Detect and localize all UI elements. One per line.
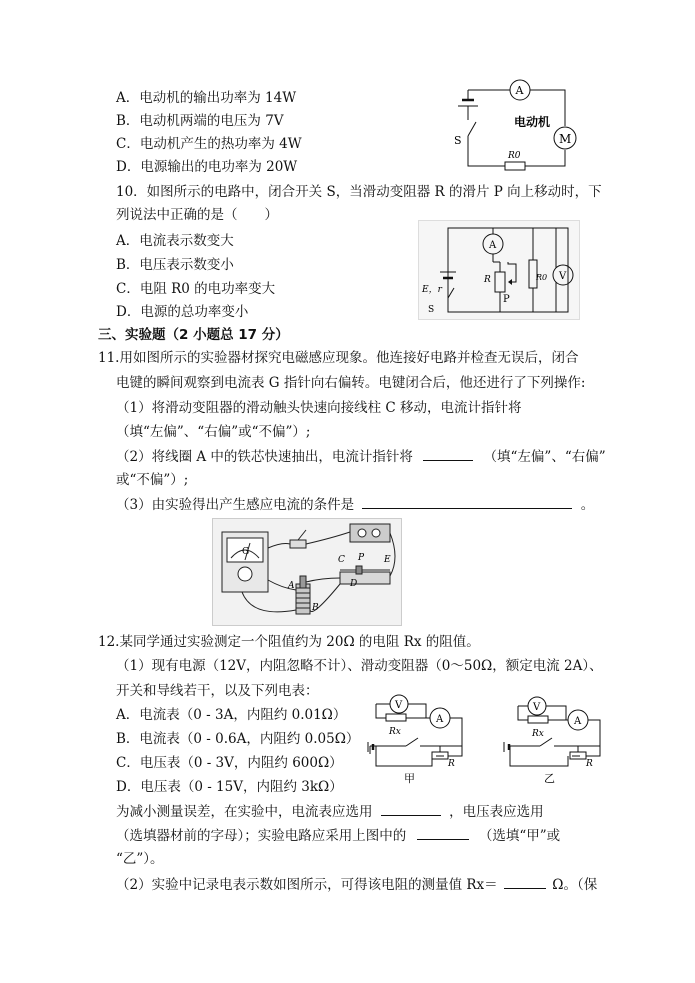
q10-stem-line1: 10．如图所示的电路中，闭合开关 S，当滑动变阻器 R 的滑片 P 向上移动时，下 <box>116 184 602 200</box>
q12-question-text-d: （选填“甲”或 <box>478 828 561 844</box>
q12-yi-ammeter: A <box>574 716 582 727</box>
q12-option-a: A．电流表（0 - 3A，内阻约 0.01Ω） <box>116 707 347 723</box>
q9-ammeter-label: A <box>515 84 524 97</box>
q9-switch-label: S <box>454 134 462 147</box>
q12-part2-text: （2）实验中记录电表示数如图所示，可得该电阻的测量值 Rx＝ <box>116 877 498 893</box>
q11-part2-text: （2）将线圈 A 中的铁芯快速抽出，电流计指针将 <box>116 449 413 465</box>
q9-option-a: A．电动机的输出功率为 14W <box>116 90 297 106</box>
q11-part2-blank[interactable] <box>423 446 473 461</box>
q10-option-d: D．电源的总功率变小 <box>116 304 249 320</box>
q11-apparatus-figure <box>212 518 402 626</box>
q11-terminal-d-label: D <box>350 579 358 589</box>
q9-option-c: C．电动机产生的热功率为 4W <box>116 136 302 152</box>
q9-option-d: D．电源输出的电功率为 20W <box>116 159 298 175</box>
q12-part1-line1: （1）现有电源（12V，内阻忽略不计）、滑动变阻器（0～50Ω，额定电流 2A）、 <box>116 658 603 674</box>
q11-part2-line1 <box>116 446 606 467</box>
q11-part1-line2: （填“左偏”、“右偏”或“不偏”）; <box>116 424 311 440</box>
q10-circuit-figure <box>418 220 580 320</box>
q11-part1-line1 <box>116 398 522 418</box>
q11-galvanometer-label: G <box>242 547 250 557</box>
q11-coil-a-label: A <box>288 581 295 591</box>
q9-motor-text: 电动机 <box>514 115 551 129</box>
q10-slider-label: P <box>503 294 510 305</box>
q11-part2-line2: 或“不偏”）; <box>116 472 189 488</box>
q10-resistor-label: R0 <box>536 273 548 282</box>
q12-question-text-b: ，电压表应选用 <box>449 804 544 820</box>
q11-terminal-e-label: E <box>384 555 391 565</box>
q12-option-b: B．电流表（0 - 0.6A，内阻约 0.05Ω） <box>116 731 360 747</box>
q12-jia-ammeter: A <box>436 714 444 725</box>
q11-part3-line <box>116 494 594 515</box>
q11-terminal-c-label: C <box>338 555 345 565</box>
q12-question-line1 <box>116 801 544 822</box>
q12-part1-line2: 开关和导线若干，以及下列电表： <box>116 683 319 699</box>
q12-question-text-a: 为减小测量误差，在实验中，电流表应选用 <box>116 804 373 820</box>
q11-part1-text: （1）将滑动变阻器的滑动触头快速向接线柱 C 移动，电流计指针将 <box>116 400 522 416</box>
q12-yi-rx: Rx <box>532 729 544 739</box>
q12-stem: 12.某同学通过实验测定一个阻值约为 20Ω 的电阻 Rx 的阻值。 <box>98 634 480 650</box>
q11-stem-line2: 电键的瞬间观察到电流表 G 指针向右偏转。电键闭合后，他还进行了下列操作: <box>116 375 586 391</box>
q11-part3-blank[interactable] <box>362 494 572 509</box>
q12-jia-voltmeter: V <box>395 700 403 711</box>
q12-part2-end: Ω。（保 <box>552 877 598 893</box>
q10-option-b: B．电压表示数变小 <box>116 257 234 273</box>
q12-circuit-jia <box>366 686 476 786</box>
q12-jia-caption: 甲 <box>404 772 415 785</box>
q12-circuit-choice-blank[interactable] <box>417 825 469 840</box>
q9-option-b: B．电动机两端的电压为 7V <box>116 113 284 129</box>
q11-stem-line1: 11.用如图所示的实验器材探究电磁感应现象。他连接好电路并检查无误后，闭合 <box>98 350 579 366</box>
q12-option-c: C．电压表（0 - 3V，内阻约 600Ω） <box>116 755 343 771</box>
q9-motor-label: M <box>559 132 572 146</box>
q10-ammeter-label: A <box>489 240 497 251</box>
q11-coil-b-label: B <box>312 603 319 613</box>
q12-question-line3: “乙”）。 <box>116 851 164 867</box>
q12-question-line2 <box>116 825 560 846</box>
q12-jia-rx: Rx <box>389 727 401 737</box>
q12-ammeter-choice-blank[interactable] <box>381 801 441 816</box>
q10-option-a: A．电流表示数变大 <box>116 233 234 249</box>
q11-slider-p-label: P <box>358 553 365 563</box>
q12-part2-line <box>116 874 597 895</box>
q11-part2-hint: （填“左偏”、“右偏” <box>483 449 606 465</box>
q12-option-d: D．电压表（0 - 15V，内阻约 3kΩ） <box>116 779 343 795</box>
q10-stem-line2: 列说法中正确的是（ ） <box>116 207 278 223</box>
q10-option-c: C．电阻 R0 的电功率变大 <box>116 281 276 297</box>
q12-yi-rheostat: R <box>586 759 593 769</box>
q12-question-text-c: （选填器材前的字母）；实验电路应采用上图中的 <box>116 828 407 844</box>
q10-voltmeter-label: V <box>559 271 567 282</box>
q10-switch-label: S <box>428 305 435 315</box>
q12-resistance-blank[interactable] <box>504 874 546 889</box>
q12-yi-voltmeter: V <box>533 702 541 713</box>
q10-emf-label: E，r <box>422 285 442 295</box>
q9-resistor-label: R0 <box>508 151 521 161</box>
q10-rheostat-label: R <box>484 275 491 285</box>
q12-circuit-yi <box>500 686 610 786</box>
section3-title: 三、实验题（2 小题总 17 分） <box>98 327 289 343</box>
q9-circuit-figure <box>450 78 580 178</box>
q11-part3-text: （3）由实验得出产生感应电流的条件是 <box>116 497 355 513</box>
q12-jia-rheostat: R <box>448 759 455 769</box>
q11-part3-end: 。 <box>580 497 595 513</box>
q12-yi-caption: 乙 <box>544 772 555 785</box>
